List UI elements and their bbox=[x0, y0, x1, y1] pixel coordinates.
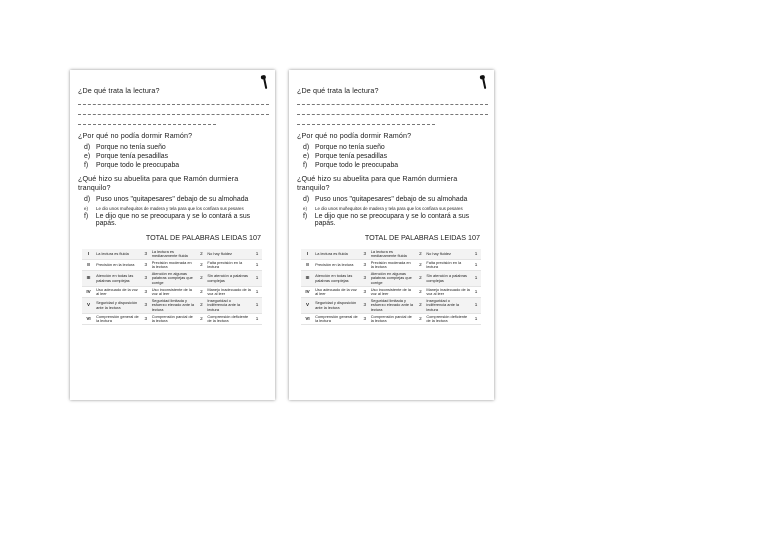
level-mid-score: 2 bbox=[416, 260, 426, 271]
level-high-text: Comprensión general de la lectura bbox=[314, 314, 360, 325]
level-mid-text: Uso inconsistente de la voz al leer bbox=[370, 287, 416, 298]
option-item bbox=[303, 162, 488, 169]
level-low-text: Sin atención a palabras complejas bbox=[206, 271, 252, 287]
criterion-number: II bbox=[301, 260, 314, 271]
option-text: Le dijo que no se preocupara y se lo contará a sus papás. bbox=[314, 213, 470, 227]
level-high-score: 3 bbox=[360, 298, 370, 314]
level-high-text: Precisión en la lectura bbox=[95, 260, 141, 271]
level-high-text: Atención en todas las palabras complejas bbox=[95, 271, 141, 287]
options-list bbox=[78, 144, 269, 169]
level-low-score: 1 bbox=[252, 287, 262, 298]
level-low-score: 1 bbox=[471, 287, 481, 298]
criterion-number: V bbox=[82, 298, 95, 314]
option-item bbox=[303, 206, 488, 211]
answer-line bbox=[297, 120, 435, 125]
level-high-score: 3 bbox=[141, 249, 151, 260]
option-letter: d) bbox=[84, 144, 91, 151]
level-mid-text: Atención en algunas palabras complejas que corrige bbox=[370, 271, 416, 287]
level-mid-text: Atención en algunas palabras complejas que corrige bbox=[151, 271, 197, 287]
level-high-text: Seguridad y disposición ante la lectura bbox=[95, 298, 141, 314]
answer-line bbox=[297, 110, 488, 115]
table-row bbox=[82, 249, 262, 260]
question-what-did-grandma: ¿Qué hizo su abuelita para que Ramón durmiera tranquilo? bbox=[297, 174, 458, 192]
level-high-text: Comprensión general de la lectura bbox=[95, 314, 141, 325]
options-list bbox=[78, 196, 269, 227]
level-mid-text: Seguridad limitada y esfuerzo elevado ante la lectura bbox=[370, 298, 416, 314]
level-low-text: Comprensión deficiente de la lectura bbox=[206, 314, 252, 325]
level-high-text: Uso adecuado de la voz al leer bbox=[95, 287, 141, 298]
table-row bbox=[82, 314, 262, 325]
level-mid-score: 2 bbox=[197, 260, 207, 271]
table-row bbox=[301, 260, 481, 271]
level-mid-score: 2 bbox=[197, 271, 207, 287]
option-item bbox=[84, 196, 269, 203]
criterion-number: II bbox=[82, 260, 95, 271]
option-item bbox=[303, 144, 488, 151]
criterion-number: III bbox=[82, 271, 95, 287]
option-letter: e) bbox=[303, 206, 307, 211]
option-text: Le dio unos muñequitos de madera y tela para que los confiara sus pesares bbox=[96, 206, 244, 211]
level-low-score: 1 bbox=[252, 314, 262, 325]
worksheet-page bbox=[70, 70, 275, 400]
level-high-text: Atención en todas las palabras complejas bbox=[314, 271, 360, 287]
question-what-about: ¿De qué trata la lectura? bbox=[78, 86, 160, 95]
level-low-text: No hay fluidez bbox=[425, 249, 471, 260]
question-what-about: ¿De qué trata la lectura? bbox=[297, 86, 379, 95]
level-high-score: 3 bbox=[141, 298, 151, 314]
options-list bbox=[297, 144, 488, 169]
level-high-score: 3 bbox=[141, 314, 151, 325]
total-words-read: TOTAL DE PALABRAS LEIDAS 107 bbox=[364, 233, 480, 242]
options-list bbox=[297, 196, 488, 227]
level-high-text: Precisión en la lectura bbox=[314, 260, 360, 271]
criterion-number: I bbox=[301, 249, 314, 260]
table-row bbox=[82, 271, 262, 287]
level-low-text: No hay fluidez bbox=[206, 249, 252, 260]
criterion-number: V bbox=[301, 298, 314, 314]
level-mid-text: La lectura es medianamente fluida bbox=[370, 249, 416, 260]
option-text: Porque no tenía sueño bbox=[96, 144, 166, 151]
level-mid-score: 2 bbox=[416, 249, 426, 260]
level-low-text: Inseguridad o indiferencia ante la lectura bbox=[425, 298, 471, 314]
level-low-text: Comprensión deficiente de la lectura bbox=[425, 314, 471, 325]
level-low-score: 1 bbox=[471, 260, 481, 271]
option-text: Puso unos "quitapesares" debajo de su almohada bbox=[315, 196, 468, 203]
level-high-score: 3 bbox=[141, 260, 151, 271]
level-high-text: La lectura es fluida bbox=[314, 249, 360, 260]
answer-line bbox=[78, 110, 269, 115]
option-item bbox=[303, 213, 488, 227]
level-mid-text: Uso inconsistente de la voz al leer bbox=[151, 287, 197, 298]
answer-line bbox=[297, 100, 488, 105]
table-row bbox=[301, 271, 481, 287]
level-high-score: 3 bbox=[360, 287, 370, 298]
question-what-did-grandma: ¿Qué hizo su abuelita para que Ramón durmiera tranquilo? bbox=[78, 174, 239, 192]
level-high-score: 3 bbox=[360, 260, 370, 271]
option-letter: e) bbox=[84, 153, 91, 160]
level-low-score: 1 bbox=[471, 271, 481, 287]
level-low-text: Inseguridad o indiferencia ante la lectura bbox=[206, 298, 252, 314]
option-letter: d) bbox=[303, 144, 310, 151]
option-letter: f) bbox=[84, 213, 89, 220]
level-mid-text: Precisión moderada en la lectura bbox=[151, 260, 197, 271]
level-low-score: 1 bbox=[252, 271, 262, 287]
option-letter: f) bbox=[84, 162, 89, 169]
criterion-number: VI bbox=[301, 314, 314, 325]
option-item bbox=[303, 196, 488, 203]
answer-line bbox=[78, 120, 216, 125]
level-low-text: Falta precisión en la lectura bbox=[425, 260, 471, 271]
table-row bbox=[301, 287, 481, 298]
table-row bbox=[301, 249, 481, 260]
option-item bbox=[303, 153, 488, 160]
table-row bbox=[82, 287, 262, 298]
level-high-text: Uso adecuado de la voz al leer bbox=[314, 287, 360, 298]
level-mid-text: Precisión moderada en la lectura bbox=[370, 260, 416, 271]
level-low-score: 1 bbox=[252, 260, 262, 271]
level-mid-text: Comprensión parcial de la lectura bbox=[151, 314, 197, 325]
level-mid-score: 2 bbox=[197, 298, 207, 314]
option-letter: d) bbox=[303, 196, 310, 203]
criterion-number: IV bbox=[301, 287, 314, 298]
option-text: Porque tenía pesadillas bbox=[315, 153, 388, 160]
level-mid-text: Comprensión parcial de la lectura bbox=[370, 314, 416, 325]
option-item bbox=[84, 153, 269, 160]
level-low-score: 1 bbox=[471, 314, 481, 325]
option-text: Puso unos "quitapesares" debajo de su almohada bbox=[96, 196, 249, 203]
option-text: Porque todo le preocupaba bbox=[96, 162, 180, 169]
option-item bbox=[84, 144, 269, 151]
option-letter: d) bbox=[84, 196, 91, 203]
level-low-score: 1 bbox=[252, 249, 262, 260]
table-row bbox=[82, 298, 262, 314]
level-low-score: 1 bbox=[471, 249, 481, 260]
level-high-text: Seguridad y disposición ante la lectura bbox=[314, 298, 360, 314]
level-mid-score: 2 bbox=[197, 287, 207, 298]
option-item bbox=[84, 206, 269, 211]
level-mid-text: Seguridad limitada y esfuerzo elevado ante la lectura bbox=[151, 298, 197, 314]
criterion-number: VI bbox=[82, 314, 95, 325]
option-letter: f) bbox=[303, 162, 308, 169]
criterion-number: I bbox=[82, 249, 95, 260]
level-high-score: 3 bbox=[141, 271, 151, 287]
level-mid-score: 2 bbox=[197, 314, 207, 325]
table-row bbox=[301, 314, 481, 325]
level-low-score: 1 bbox=[471, 298, 481, 314]
level-low-text: Falta precisión en la lectura bbox=[206, 260, 252, 271]
option-text: Porque todo le preocupaba bbox=[315, 162, 399, 169]
level-mid-score: 2 bbox=[416, 287, 426, 298]
option-text: Porque no tenía sueño bbox=[315, 144, 385, 151]
level-mid-score: 2 bbox=[416, 271, 426, 287]
level-high-score: 3 bbox=[141, 287, 151, 298]
level-high-score: 3 bbox=[360, 249, 370, 260]
level-mid-score: 2 bbox=[416, 314, 426, 325]
criterion-number: III bbox=[301, 271, 314, 287]
question-why-not-sleep: ¿Por qué no podía dormir Ramón? bbox=[297, 131, 412, 140]
table-row bbox=[82, 260, 262, 271]
answer-line bbox=[78, 100, 269, 105]
total-words-read: TOTAL DE PALABRAS LEIDAS 107 bbox=[145, 233, 261, 242]
question-why-not-sleep: ¿Por qué no podía dormir Ramón? bbox=[78, 131, 193, 140]
level-high-score: 3 bbox=[360, 314, 370, 325]
option-letter: e) bbox=[303, 153, 310, 160]
option-item bbox=[84, 213, 269, 227]
option-item bbox=[84, 162, 269, 169]
level-mid-score: 2 bbox=[416, 298, 426, 314]
level-high-score: 3 bbox=[360, 271, 370, 287]
table-row bbox=[301, 298, 481, 314]
level-high-text: La lectura es fluida bbox=[95, 249, 141, 260]
reading-rubric-table bbox=[301, 249, 481, 325]
level-low-text: Sin atención a palabras complejas bbox=[425, 271, 471, 287]
worksheet-page bbox=[289, 70, 494, 400]
option-text: Porque tenía pesadillas bbox=[96, 153, 169, 160]
option-text: Le dio unos muñequitos de madera y tela para que los confiara sus pesares bbox=[315, 206, 463, 211]
option-text: Le dijo que no se preocupara y se lo contará a sus papás. bbox=[95, 213, 251, 227]
level-mid-text: La lectura es medianamente fluida bbox=[151, 249, 197, 260]
level-low-score: 1 bbox=[252, 298, 262, 314]
criterion-number: IV bbox=[82, 287, 95, 298]
option-letter: e) bbox=[84, 206, 88, 211]
reading-rubric-table bbox=[82, 249, 262, 325]
level-low-text: Manejo inadecuado de la voz al leer bbox=[426, 286, 470, 297]
level-mid-score: 2 bbox=[197, 249, 207, 260]
level-low-text: Manejo inadecuado de la voz al leer bbox=[207, 286, 251, 297]
option-letter: f) bbox=[303, 213, 308, 220]
